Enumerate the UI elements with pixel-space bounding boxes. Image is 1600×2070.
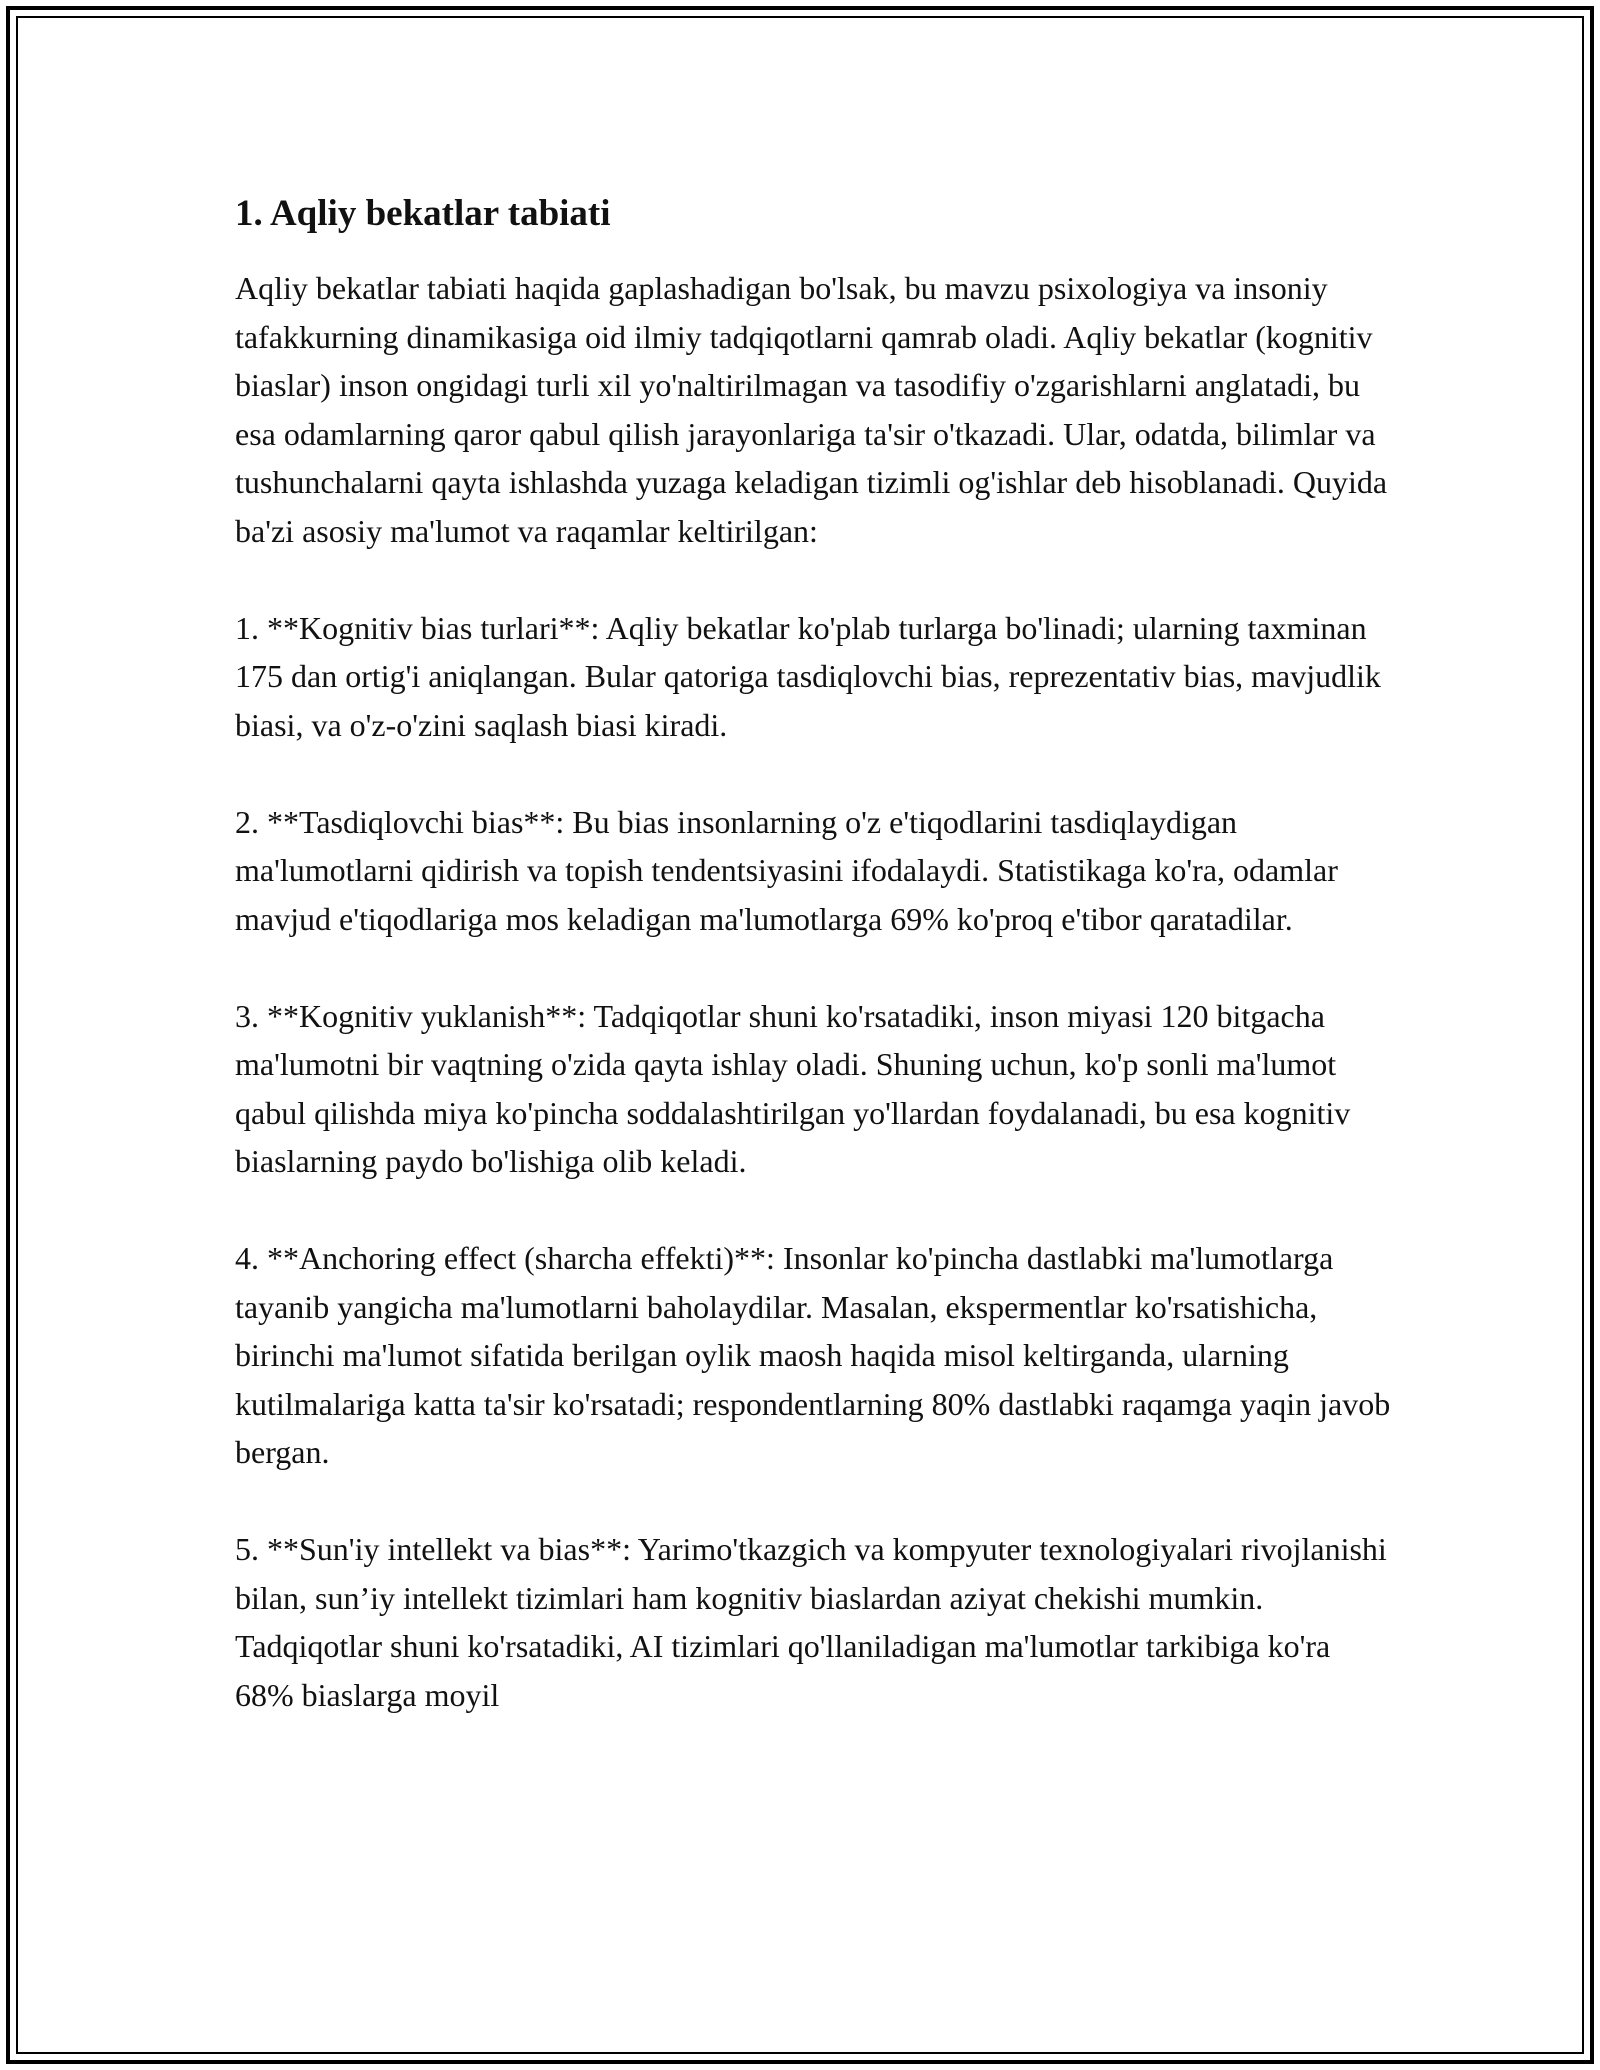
list-item-1-paragraph: 1. **Kognitiv bias turlari**: Aqliy bekatlar ko'plab turlarga bo'linadi; ularning taxminan 175 dan ortig'i aniqlangan. Bular qatoriga tasdiqlovchi bias, reprezentativ bias, mavjudlik biasi, va o'z-o'zini saqlash biasi kiradi. [235,609,1381,743]
list-item-5-paragraph: 5. **Sun'iy intellekt va bias**: Yarimo'tkazgich va kompyuter texnologiyalari rivojlanishi bilan, sun’iy intellekt tizimlari ham kognitiv biaslardan aziyat chekishi mumkin. Tadqiqotlar shuni ko'rsatadiki, AI tizimlari qo'llaniladigan ma'lumotlar tarkibiga ko'ra 68% biaslarga moyil [235,1531,1387,1713]
document-page [235,188,1395,1719]
list-item-2-paragraph: 2. **Tasdiqlovchi bias**: Bu bias insonlarning o'z e'tiqodlarini tasdiqlaydigan ma'lumotlarni qidirish va topish tendentsiyasini ifodalaydi. Statistikaga ko'ra, odamlar mavjud e'tiqodlariga mos keladigan ma'lumotlarga 69% ko'proq e'tibor qaratadilar. [235,803,1338,937]
list-item-3-paragraph: 3. **Kognitiv yuklanish**: Tadqiqotlar shuni ko'rsatadiki, inson miyasi 120 bitgacha ma'lumotni bir vaqtning o'zida qayta ishlay oladi. Shuning uchun, ko'p sonli ma'lumot qabul qilishda miya ko'pincha soddalashtirilgan yo'llardan foydalanadi, bu esa kognitiv biaslarning paydo bo'lishiga olib keladi. [235,997,1351,1179]
intro-paragraph: Aqliy bekatlar tabiati haqida gaplashadigan bo'lsak, bu mavzu psixologiya va insoniy tafakkurning dinamikasiga oid ilmiy tadqiqotlarni qamrab oladi. Aqliy bekatlar (kognitiv biaslar) inson ongidagi turli xil yo'naltirilmagan va tasodifiy o'zgarishlarni anglatadi, bu esa odamlarning qaror qabul qilish jarayonlariga ta'sir o'tkazadi. Ular, odatda, bilimlar va tushunchalarni qayta ishlashda yuzaga keladigan tizimli og'ishlar deb hisoblanadi. Quyida ba'zi asosiy ma'lumot va raqamlar keltirilgan: [235,270,1388,549]
list-item-4-paragraph: 4. **Anchoring effect (sharcha effekti)**: Insonlar ko'pincha dastlabki ma'lumotlarga tayanib yangicha ma'lumotlarni baholaydilar. Masalan, ekspermentlar ko'rsatishicha, birinchi ma'lumot sifatida berilgan oylik maosh haqida misol keltirganda, ularning kutilmalariga katta ta'sir ko'rsatadi; respondentlarning 80% dastlabki raqamga yaqin javob bergan. [235,1240,1391,1470]
section-heading: 1. Aqliy bekatlar tabiati [235,193,611,234]
